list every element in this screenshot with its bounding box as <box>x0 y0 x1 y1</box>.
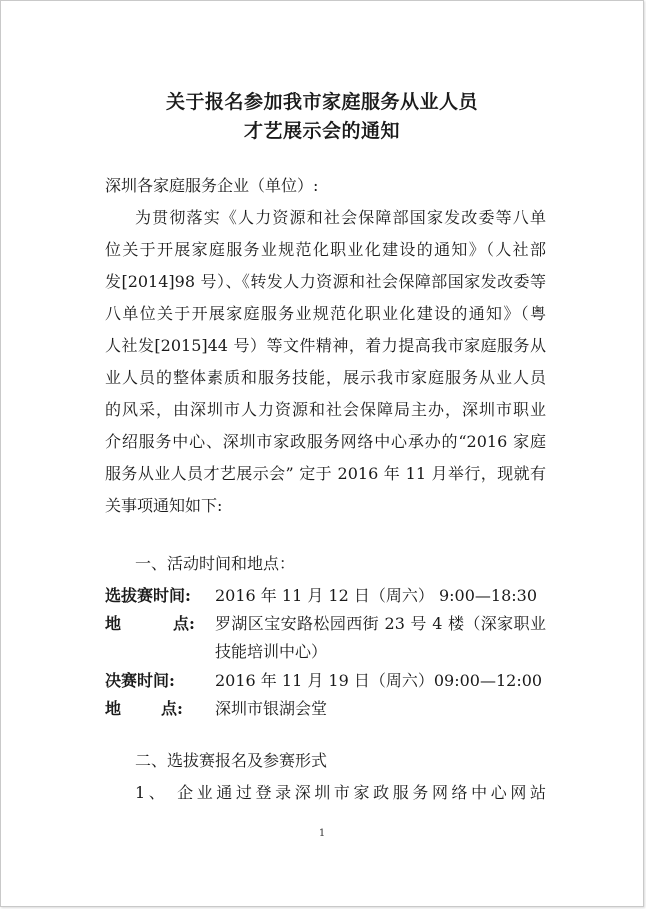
paragraph-line-7: 的风采，由深圳市人力资源和社会保障局主办，深圳市职业 <box>105 400 546 419</box>
paragraph-line-9: 服务从业人员才艺展示会” 定于 2016 年 11 月举行，现就有 <box>105 464 546 483</box>
paragraph-line-3: 发[2014]98 号）、《转发人力资源和社会保障部国家发改委等 <box>105 272 546 291</box>
paragraph-line-2: 位关于开展家庭服务业规范化职业化建设的通知》（人社部 <box>105 240 546 259</box>
section-2-item-1: 1、 企业通过登录深圳市家政服务网络中心网站 <box>135 783 546 802</box>
paragraph-line-5: 人社发[2015]44 号）等文件精神，着力提高我市家庭服务从 <box>105 336 546 355</box>
paragraph-line-1: 为贯彻落实《人力资源和社会保障部国家发改委等八单 <box>135 208 546 227</box>
final-place-label-b: 点: <box>161 699 183 718</box>
prelim-time-label: 选拔赛时间: <box>105 586 191 605</box>
prelim-time-value: 2016 年 11 月 12 日（周六） 9:00—18:30 <box>215 586 537 605</box>
document-title-line-1: 关于报名参加我市家庭服务从业人员 <box>165 91 478 113</box>
page-number: 1 <box>318 828 326 839</box>
prelim-place-value-line-1: 罗湖区宝安路松园西街 23 号 4 楼（深家职业 <box>215 614 546 633</box>
final-time-label: 决赛时间: <box>105 671 175 690</box>
paragraph-line-8: 介绍服务中心、深圳市家政服务网络中心承办的“2016 家庭 <box>105 432 546 451</box>
prelim-place-label-b: 点: <box>173 614 195 633</box>
paragraph-line-6: 业人员的整体素质和服务技能，展示我市家庭服务从业人员 <box>105 368 546 387</box>
section-1-heading: 一、活动时间和地点： <box>135 554 296 573</box>
section-2-heading: 二、选拔赛报名及参赛形式 <box>135 751 328 770</box>
prelim-place-value-line-2: 技能培训中心） <box>215 642 328 661</box>
final-place-value: 深圳市银湖会堂 <box>215 699 328 718</box>
salutation: 深圳各家庭服务企业（单位）: <box>105 176 319 195</box>
paragraph-line-10: 关事项通知如下: <box>105 496 223 515</box>
final-place-label-a: 地 <box>105 699 122 718</box>
final-time-value: 2016 年 11 月 19 日（周六）09:00—12:00 <box>215 671 543 690</box>
prelim-place-label-a: 地 <box>105 614 122 633</box>
paragraph-line-4: 八单位关于开展家庭服务业规范化职业化建设的通知》（粤 <box>105 304 546 323</box>
document-title-line-2: 才艺展示会的通知 <box>243 120 400 142</box>
